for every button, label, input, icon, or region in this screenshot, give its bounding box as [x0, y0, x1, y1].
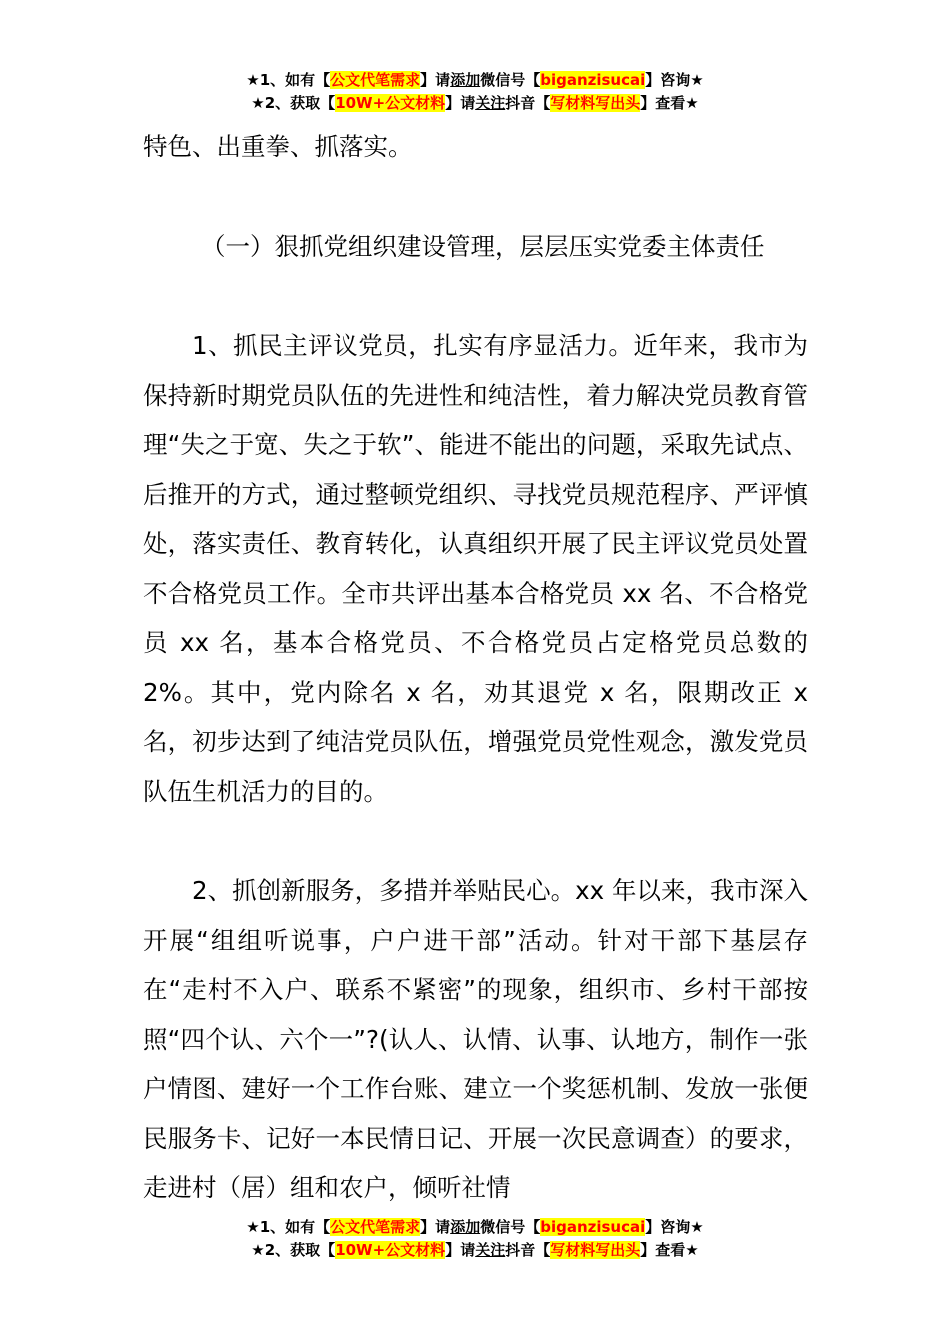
promo-highlight: 10W+公文材料: [335, 94, 446, 112]
promo-highlight: 写材料写出头: [550, 1241, 641, 1259]
promo-text: ★2、获取【: [251, 1241, 336, 1259]
promo-text: 】请: [445, 94, 476, 112]
promo-emphasis: 添加: [450, 71, 481, 89]
promo-highlight: biganzisucai: [540, 1218, 646, 1236]
promo-text: 抖音【: [505, 1241, 551, 1259]
promo-text: ★1、如有【: [246, 71, 331, 89]
promo-highlight: 10W+公文材料: [335, 1241, 446, 1259]
paragraph-1: 1、抓民主评议党员，扎实有序显活力。近年来，我市为保持新时期党员队伍的先进性和纯洁性，着力解决党员教育管理“失之于宽、失之于软”、能进不能出的问题，采取先试点、后推开的方式，通过整顿党组织、寻找党员规范程序、严评慎处，落实责任、教育转化，认真组织开展了民主评议党员处置不合格党员工作。全市共评出基本合格党员 xx 名、不合格党员 xx 名，基本合格党员、不合格党员占定格党员总数的 2%。其中，党内除名 x 名，劝其退党 x 名，限期改正 x 名，初步达到了纯洁党员队伍，增强党员党性观念，激发党员队伍生机活力的目的。: [143, 331, 808, 806]
promo-text: 】查看★: [640, 94, 699, 112]
promo-text: 】请: [420, 71, 451, 89]
promo-line-2: [0, 92, 950, 115]
document-body: [143, 122, 808, 1213]
promo-line-1: [0, 69, 950, 92]
promo-text: 】咨询★: [645, 71, 704, 89]
promo-line-1: [0, 1216, 950, 1239]
promo-highlight: 公文代笔需求: [330, 71, 421, 89]
promo-highlight: biganzisucai: [540, 71, 646, 89]
promo-text: 微信号【: [480, 71, 541, 89]
promo-text: 抖音【: [505, 94, 551, 112]
promo-text: 】请: [420, 1218, 451, 1236]
paragraph-2: 2、抓创新服务，多措并举贴民心。xx 年以来，我市深入开展“组组听说事，户户进干部”活动。针对干部下基层存在“走村不入户、联系不紧密”的现象，组织市、乡村干部按照“四个认、六个一”?(认人、认情、认事、认地方，制作一张户情图、建好一个工作台账、建立一个奖惩机制、发放一张便民服务卡、记好一本民情日记、开展一次民意调查）的要求，走进村（居）组和农户，倾听社情: [143, 876, 808, 1202]
promo-emphasis: 添加: [450, 1218, 481, 1236]
promo-emphasis: 关注: [475, 1241, 506, 1259]
section-heading: （一）狠抓党组织建设管理，层层压实党委主体责任: [201, 231, 765, 261]
promo-text: 】查看★: [640, 1241, 699, 1259]
promo-emphasis: 关注: [475, 94, 506, 112]
promo-text: 】咨询★: [645, 1218, 704, 1236]
promo-text: 微信号【: [480, 1218, 541, 1236]
promo-highlight: 写材料写出头: [550, 94, 641, 112]
lead-text: 特色、出重拳、抓落实。: [143, 132, 413, 161]
promo-text: ★2、获取【: [251, 94, 336, 112]
promo-text: ★1、如有【: [246, 1218, 331, 1236]
promo-line-2: [0, 1239, 950, 1262]
footer-promo-banner: [0, 1216, 950, 1262]
promo-highlight: 公文代笔需求: [330, 1218, 421, 1236]
header-promo-banner: [0, 69, 950, 115]
promo-text: 】请: [445, 1241, 476, 1259]
